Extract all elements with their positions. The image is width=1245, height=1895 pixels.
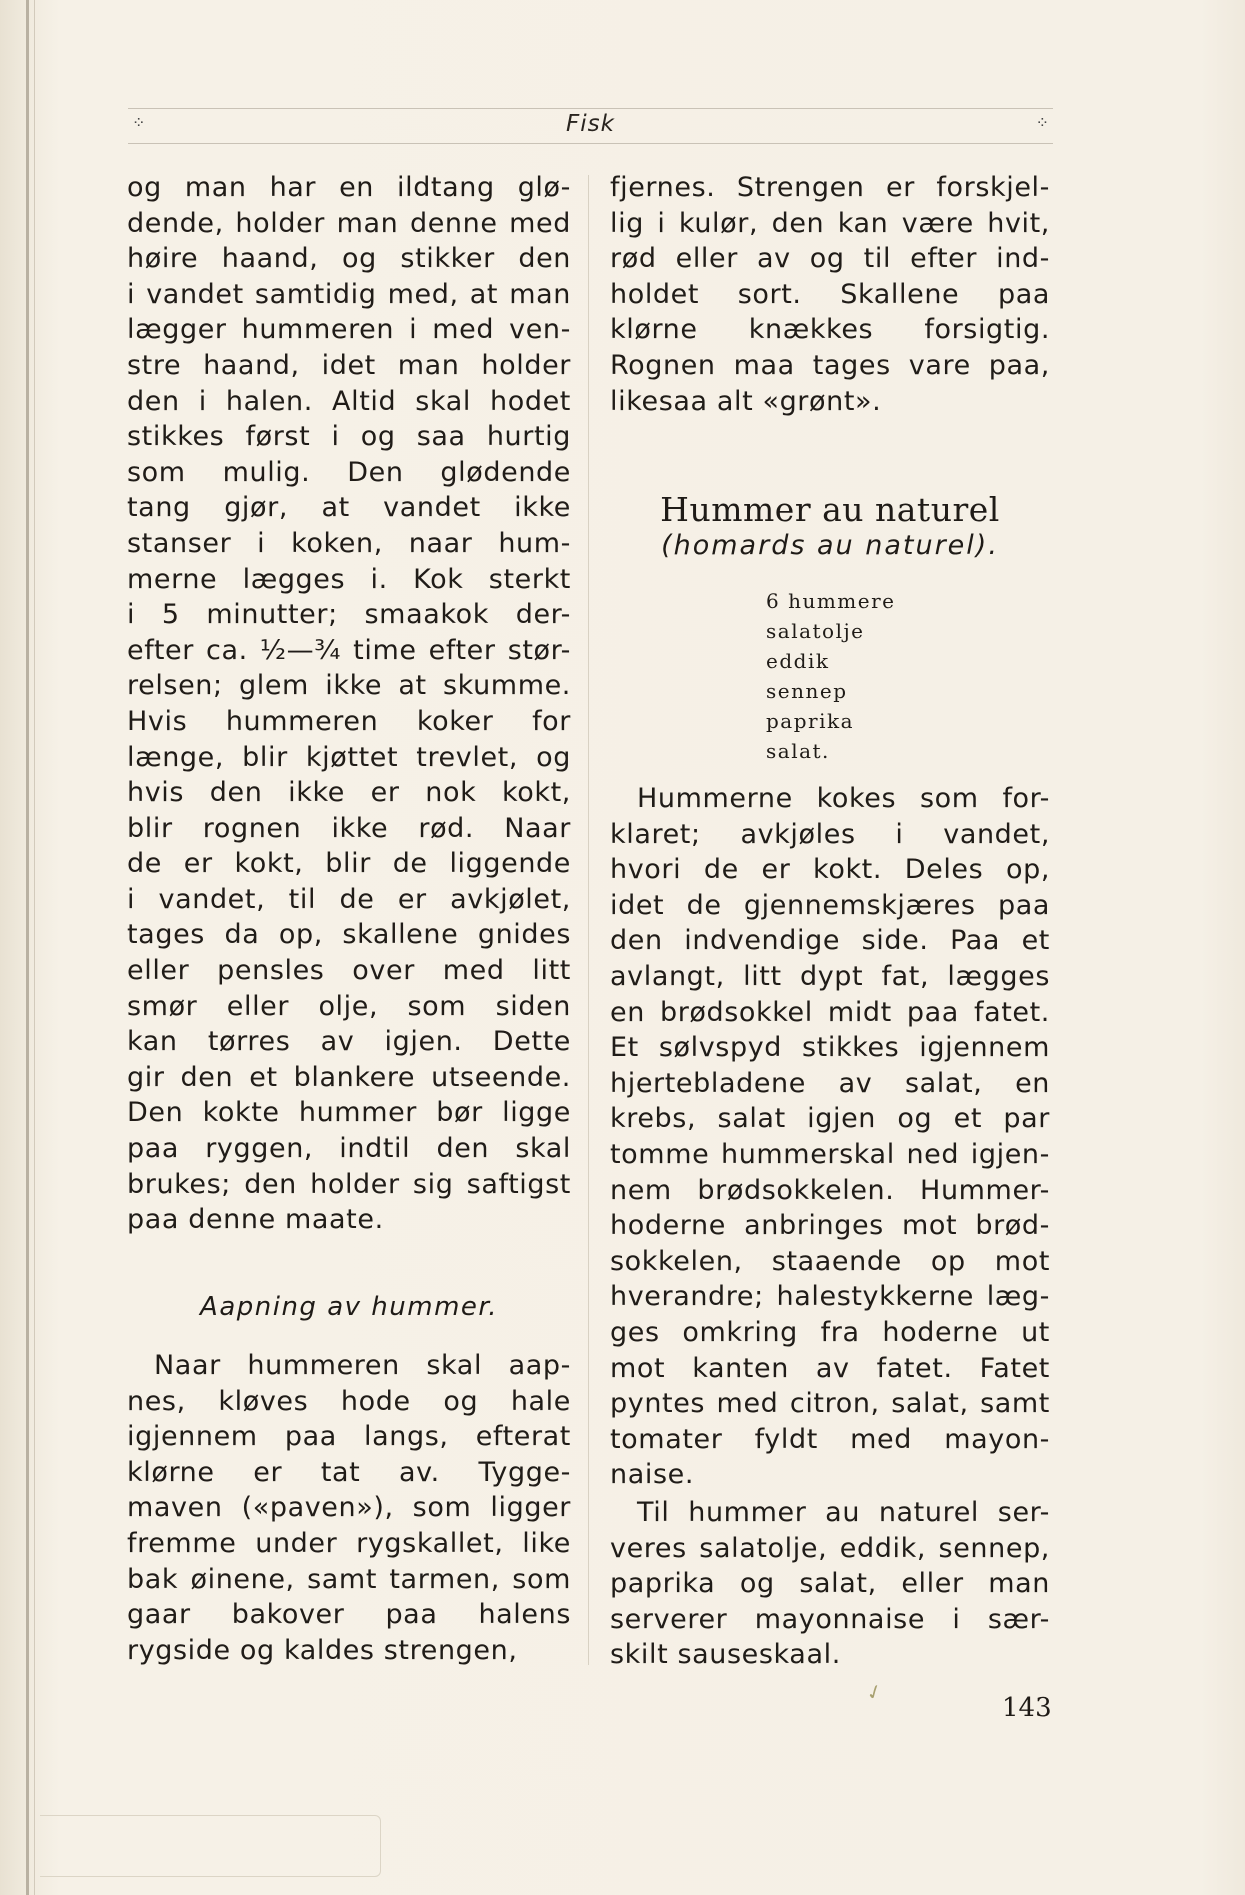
right-column-paragraph-2 — [610, 781, 1050, 1493]
running-head-title: Fisk — [566, 111, 615, 137]
text-line: i vandet, til de er avkjølet, — [127, 883, 571, 915]
ingredient-list — [766, 586, 896, 766]
text-line: Til hummer au naturel ser- — [637, 1497, 1050, 1528]
ingredient-item: eddik — [766, 649, 830, 673]
right-column-paragraph-3 — [610, 1495, 1050, 1673]
text-line: paa denne maate. — [127, 1204, 384, 1236]
text-line: lægger hummeren i med ven- — [127, 314, 571, 346]
running-head — [128, 108, 1053, 144]
text-line: klørne knækkes forsigtig. — [610, 314, 1050, 346]
text-line: blir rognen ikke rød. Naar — [127, 812, 571, 844]
text-line: mot kanten av fatet. Fatet — [610, 1352, 1050, 1384]
text-line: avlangt, litt dypt fat, lægges — [610, 960, 1050, 992]
text-line: holdet sort. Skallene paa — [610, 278, 1050, 310]
text-line: som mulig. Den glødende — [127, 456, 571, 488]
ingredient-item: 6 hummere — [766, 589, 896, 613]
binding-edge-inner — [34, 0, 35, 1895]
text-line: Rognen maa tages vare paa, — [610, 349, 1050, 381]
text-line: rygside og kaldes strengen, — [127, 1634, 518, 1666]
ornament-left-icon: ⁘ — [132, 113, 146, 132]
text-line: klaret; avkjøles i vandet, — [610, 818, 1050, 850]
right-column-paragraph-1 — [610, 170, 1050, 419]
text-line: bak øinene, samt tarmen, som — [127, 1563, 571, 1595]
text-line: Hummerne kokes som for- — [637, 783, 1050, 814]
text-line: Et sølvspyd stikkes igjennem — [610, 1032, 1050, 1064]
text-line: den i halen. Altid skal hodet — [127, 385, 571, 417]
text-line: længe, blir kjøttet trevlet, og — [127, 741, 571, 773]
text-line: hjertebladene av salat, en — [610, 1067, 1050, 1099]
text-line: eller pensles over med litt — [127, 955, 571, 987]
text-line: og man har en ildtang glø- — [127, 172, 571, 203]
column-divider — [588, 175, 589, 1665]
text-line: stikkes først i og saa hurtig — [127, 421, 571, 453]
text-line: en brødsokkel midt paa fatet. — [610, 996, 1050, 1028]
text-line: krebs, salat igjen og et par — [610, 1103, 1050, 1135]
page-tab-outline — [40, 1815, 381, 1877]
text-line: pyntes med citron, salat, samt — [610, 1388, 1050, 1420]
text-line: klørne er tat av. Tygge- — [127, 1456, 571, 1488]
text-line: gaar bakover paa halens — [127, 1599, 571, 1631]
text-line: hvis den ikke er nok kokt, — [127, 777, 571, 809]
text-line: relsen; glem ikke at skumme. — [127, 670, 571, 702]
text-line: stre haand, idet man holder — [127, 349, 571, 381]
text-line: veres salatolje, eddik, sennep, — [610, 1532, 1050, 1564]
text-line: fjernes. Strengen er forskjel- — [610, 172, 1050, 203]
text-line: sokkelen, staaende op mot — [610, 1245, 1050, 1277]
text-line: maven («paven»), som ligger — [127, 1492, 571, 1524]
left-column-paragraph-1 — [127, 170, 571, 1238]
text-line: den indvendige side. Paa et — [610, 925, 1050, 957]
text-line: gir den et blankere utseende. — [127, 1061, 571, 1093]
section-heading-aapning: Aapning av hummer. — [200, 1292, 498, 1322]
text-line: stanser i koken, naar hum- — [127, 527, 571, 559]
text-line: paprika og salat, eller man — [610, 1568, 1050, 1600]
text-line: nes, kløves hode og hale — [127, 1385, 571, 1417]
text-line: ges omkring fra hoderne ut — [610, 1316, 1050, 1348]
text-line: Den kokte hummer bør ligge — [127, 1097, 571, 1129]
text-line: høire haand, og stikker den — [127, 243, 571, 275]
text-line: smør eller olje, som siden — [127, 990, 571, 1022]
text-line: tages da op, skallene gnides — [127, 919, 571, 951]
text-line: hvori de er kokt. Deles op, — [610, 854, 1050, 886]
ingredient-item: salat. — [766, 739, 830, 763]
text-line: likesaa alt «grønt». — [610, 385, 882, 417]
text-line: Naar hummeren skal aap- — [154, 1350, 571, 1381]
text-line: serverer mayonnaise i sær- — [610, 1603, 1050, 1635]
text-line: tomater fyldt med mayon- — [610, 1423, 1050, 1455]
recipe-title: Hummer au naturel — [660, 490, 1000, 529]
text-line: rød eller av og til efter ind- — [610, 243, 1050, 275]
text-line: de er kokt, blir de liggende — [127, 848, 571, 880]
text-line: fremme under rygskallet, like — [127, 1527, 571, 1559]
ingredient-item: sennep — [766, 679, 848, 703]
text-line: skilt sauseskaal. — [610, 1639, 841, 1671]
binding-edge — [26, 0, 29, 1895]
text-line: igjennem paa langs, efterat — [127, 1421, 571, 1453]
text-line: dende, holder man denne med — [127, 207, 571, 239]
text-line: hoderne anbringes mot brød- — [610, 1210, 1050, 1242]
text-line: merne lægges i. Kok sterkt — [127, 563, 571, 595]
text-line: tomme hummerskal ned igjen- — [610, 1138, 1050, 1170]
text-line: paa ryggen, indtil den skal — [127, 1133, 571, 1165]
text-line: idet de gjennemskjæres paa — [610, 889, 1050, 921]
text-line: hverandre; halestykkerne læg- — [610, 1281, 1050, 1313]
ornament-right-icon: ⁘ — [1035, 113, 1049, 132]
text-line: brukes; den holder sig saftigst — [127, 1168, 571, 1200]
ingredient-item: paprika — [766, 709, 855, 733]
page-number: 143 — [1002, 1693, 1052, 1723]
left-column-paragraph-2 — [127, 1348, 571, 1668]
ingredient-item: salatolje — [766, 619, 865, 643]
pencil-tick-mark: ✓ — [862, 1677, 887, 1707]
text-line: i vandet samtidig med, at man — [127, 278, 571, 310]
text-line: tang gjør, at vandet ikke — [127, 492, 571, 524]
text-line: nem brødsokkelen. Hummer- — [610, 1174, 1050, 1206]
text-line: kan tørres av igjen. Dette — [127, 1026, 571, 1058]
text-line: lig i kulør, den kan være hvit, — [610, 207, 1050, 239]
text-line: naise. — [610, 1459, 695, 1491]
text-line: efter ca. ½—¾ time efter stør- — [127, 634, 571, 666]
recipe-subtitle: (homards au naturel). — [661, 530, 999, 561]
text-line: Hvis hummeren koker for — [127, 705, 571, 737]
text-line: i 5 minutter; smaakok der- — [127, 599, 571, 631]
